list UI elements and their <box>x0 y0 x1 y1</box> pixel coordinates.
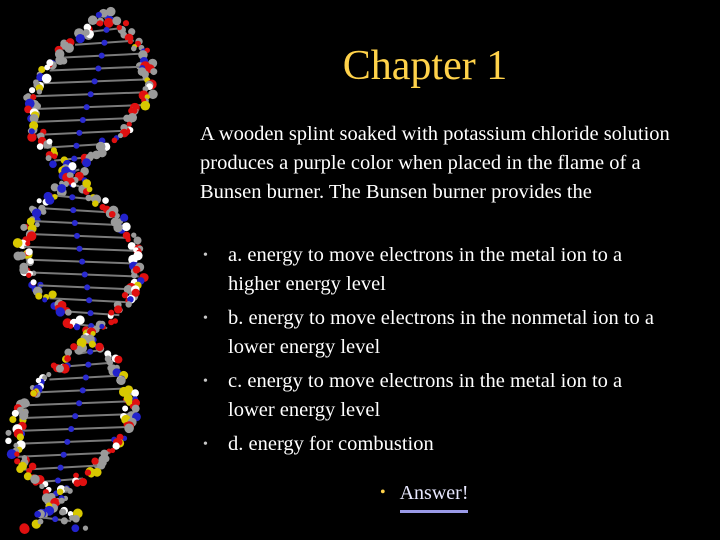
bullet-icon: • <box>203 437 208 452</box>
bullet-icon: • <box>203 311 208 326</box>
option-text: d. energy for combustion <box>228 433 434 455</box>
option-b <box>200 304 670 362</box>
option-text: a. energy to move electrons in the metal ion to a higher energy level <box>228 244 623 295</box>
option-text: b. energy to move electrons in the nonmetal ion to a lower energy level <box>228 307 655 358</box>
dna-helix-image <box>0 0 190 540</box>
answer-row <box>380 480 468 516</box>
bullet-icon: • <box>203 248 208 263</box>
answer-options-list <box>200 241 670 464</box>
option-c <box>200 367 670 425</box>
question-text: A wooden splint soaked with potassium chloride solution produces a purple color when placed in the flame of a Bunsen burner. The Bunsen burner provides the <box>200 123 670 203</box>
answer-link[interactable]: Answer! <box>400 480 469 513</box>
answer-bullet-icon: • <box>380 484 386 501</box>
bullet-icon: • <box>203 374 208 389</box>
option-a <box>200 241 670 299</box>
option-d <box>200 430 670 459</box>
slide-title: Chapter 1 <box>342 43 508 89</box>
option-text: c. energy to move electrons in the metal ion to a lower energy level <box>228 370 623 421</box>
